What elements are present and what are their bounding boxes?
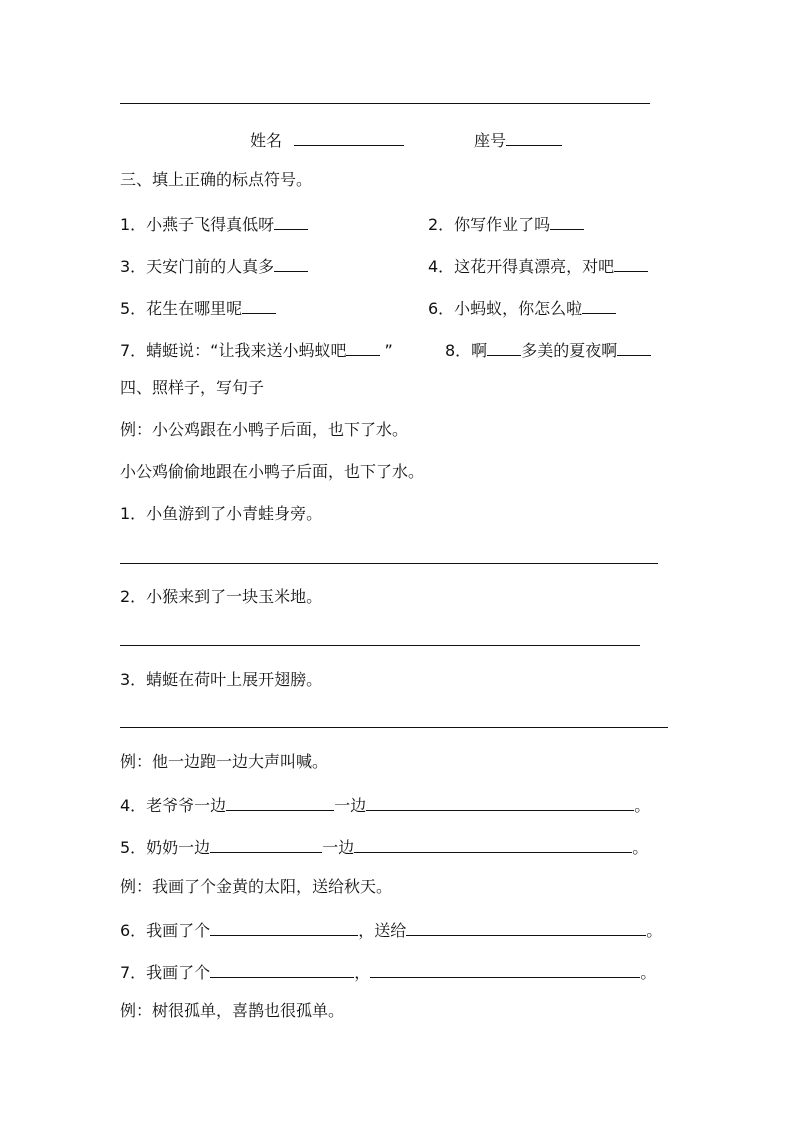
question-5: 5．奶奶一边 一边 。 xyxy=(120,835,648,857)
question-3: 3．蜻蜓在荷叶上展开翅膀。 xyxy=(120,670,323,689)
punct-item-7: 7．蜻蜓说：“让我来送小蚂蚁吧 ” xyxy=(120,338,393,360)
seat-label: 座号 xyxy=(474,131,507,150)
q7-blank-b[interactable] xyxy=(370,960,640,978)
answer-line-3[interactable] xyxy=(120,727,668,728)
q6-blank-b[interactable] xyxy=(406,918,646,936)
question-2: 2．小猴来到了一块玉米地。 xyxy=(120,587,323,606)
punct-blank-7[interactable] xyxy=(346,338,380,356)
question-1: 1．小鱼游到了小青蛙身旁。 xyxy=(120,504,323,523)
punct-item-5: 5．花生在哪里呢 xyxy=(120,296,276,318)
example-1: 例：小公鸡跟在小鸭子后面，也下了水。 xyxy=(120,420,409,439)
punct-blank-8b[interactable] xyxy=(617,338,651,356)
q7-blank-a[interactable] xyxy=(210,960,354,978)
answer-line-1[interactable] xyxy=(120,563,658,564)
seat-row xyxy=(474,128,562,150)
punct-blank-1[interactable] xyxy=(274,212,308,230)
punct-item-8: 8．啊 多美的夏夜啊 xyxy=(445,338,651,360)
punct-blank-3[interactable] xyxy=(274,254,308,272)
punct-blank-2[interactable] xyxy=(550,212,584,230)
punct-item-3: 3．天安门前的人真多 xyxy=(120,254,308,276)
q5-blank-b[interactable] xyxy=(354,835,632,853)
top-rule xyxy=(120,103,650,104)
punct-item-4: 4．这花开得真漂亮，对吧 xyxy=(428,254,648,276)
q4-blank-b[interactable] xyxy=(366,793,634,811)
example-4: 例：树很孤单，喜鹊也很孤单。 xyxy=(120,1001,345,1020)
punct-blank-8a[interactable] xyxy=(487,338,521,356)
punct-item-1: 1．小燕子飞得真低呀 xyxy=(120,212,308,234)
name-label: 姓名 xyxy=(250,131,283,150)
question-7: 7．我画了个 ， 。 xyxy=(120,960,656,982)
punct-item-6: 6．小蚂蚁，你怎么啦 xyxy=(428,296,616,318)
punct-blank-5[interactable] xyxy=(242,296,276,314)
punct-blank-4[interactable] xyxy=(614,254,648,272)
example-3: 例：我画了个金黄的太阳，送给秋天。 xyxy=(120,877,393,896)
example-1-answer: 小公鸡偷偷地跟在小鸭子后面，也下了水。 xyxy=(120,462,425,481)
seat-blank[interactable] xyxy=(506,128,562,146)
answer-line-2[interactable] xyxy=(120,645,640,646)
question-4: 4．老爷爷一边 一边 。 xyxy=(120,793,650,815)
name-row xyxy=(250,128,404,150)
q5-blank-a[interactable] xyxy=(210,835,322,853)
punct-item-2: 2．你写作业了吗 xyxy=(428,212,584,234)
question-6: 6．我画了个 ，送给 。 xyxy=(120,918,662,940)
q6-blank-a[interactable] xyxy=(210,918,358,936)
section3-title: 三、填上正确的标点符号。 xyxy=(120,170,313,189)
name-blank[interactable] xyxy=(294,128,404,146)
section4-title: 四、照样子，写句子 xyxy=(120,378,265,397)
punct-blank-6[interactable] xyxy=(582,296,616,314)
example-2: 例：他一边跑一边大声叫喊。 xyxy=(120,752,329,771)
q4-blank-a[interactable] xyxy=(226,793,334,811)
